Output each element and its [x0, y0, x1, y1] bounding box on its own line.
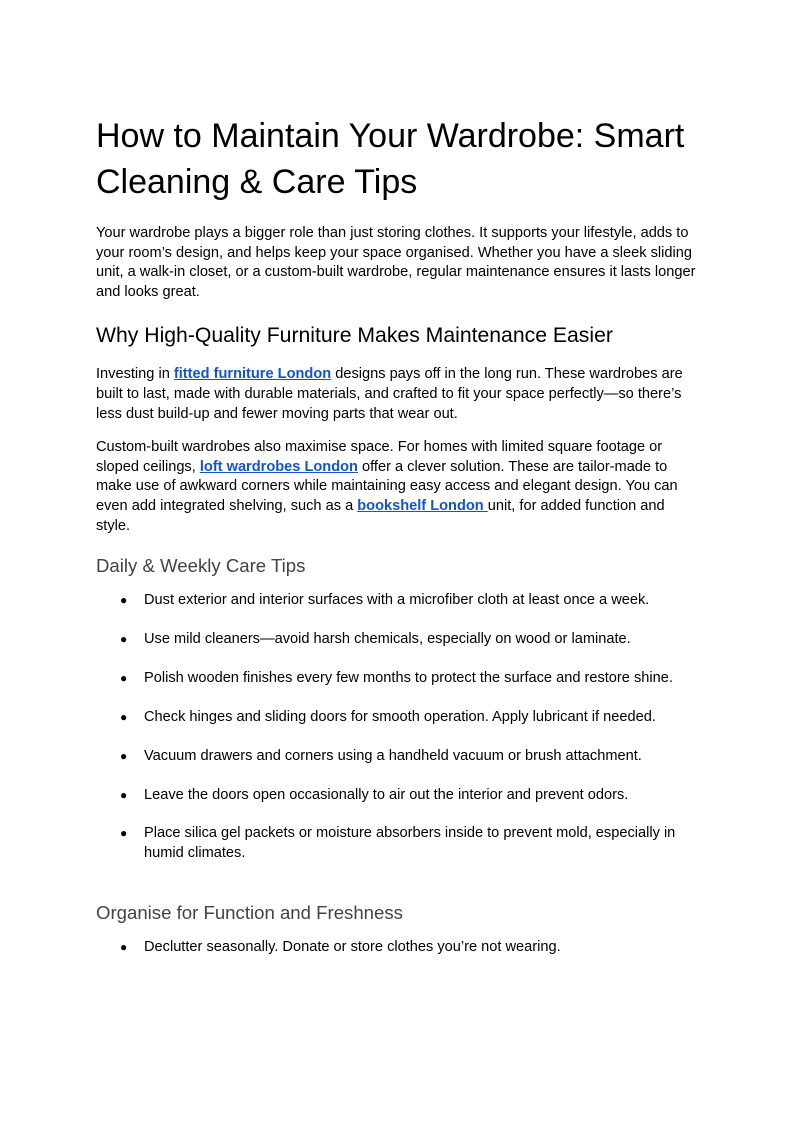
paragraph-text: offer a clever solution. These are tailor-made to make use of awkward corners while maintaining easy access and elegant design. You can even add integrated shelving, such as a — [96, 458, 678, 514]
bullet-icon: ● — [120, 632, 128, 647]
list-item-text: Dust exterior and interior surfaces with a microfiber cloth at least once a week. — [144, 592, 650, 609]
list-item-text: Check hinges and sliding doors for smooth operation. Apply lubricant if needed. — [144, 708, 656, 725]
bullet-icon: ● — [120, 826, 128, 841]
bullet-icon: ● — [120, 787, 128, 802]
list-item — [96, 786, 698, 806]
paragraph-text: designs pays off in the long run. These wardrobes are built to last, made with durable materials, and crafted to fit your space perfectly—so there’s less dust build-up and fewer moving parts that wear out. — [96, 366, 683, 422]
bullet-icon: ● — [120, 670, 128, 685]
list-item — [96, 747, 698, 767]
list-item — [96, 669, 698, 689]
link-bookshelf[interactable]: bookshelf London — [357, 497, 488, 514]
link-fitted-furniture[interactable]: fitted furniture London — [173, 366, 332, 383]
paragraph-text: unit, for added function and style. — [96, 497, 665, 534]
organise-list — [96, 938, 698, 958]
paragraph-custom-built — [96, 438, 698, 536]
paragraph-investing — [96, 365, 698, 424]
document-body — [96, 113, 698, 977]
section-heading-organise: Organise for Function and Freshness — [96, 901, 403, 923]
bullet-icon: ● — [120, 593, 128, 608]
list-item-text: Polish wooden finishes every few months to protect the surface and restore shine. — [144, 669, 673, 686]
list-item — [96, 708, 698, 728]
section-heading-quality: Why High-Quality Furniture Makes Maintenance Easier — [96, 324, 613, 348]
list-item — [96, 824, 698, 863]
list-item-text: Use mild cleaners—avoid harsh chemicals, especially on wood or laminate. — [144, 631, 631, 648]
paragraph-text: Investing in — [96, 366, 174, 383]
care-tips-list — [96, 591, 698, 864]
document-title: How to Maintain Your Wardrobe: Smart Cleaning & Care Tips — [96, 117, 685, 201]
list-item — [96, 591, 698, 611]
list-item-text: Vacuum drawers and corners using a handheld vacuum or brush attachment. — [144, 747, 642, 764]
bullet-icon: ● — [120, 709, 128, 724]
link-loft-wardrobes[interactable]: loft wardrobes London — [199, 458, 358, 475]
bullet-icon: ● — [120, 748, 128, 763]
list-item — [96, 938, 698, 958]
list-item-text: Place silica gel packets or moisture absorbers inside to prevent mold, especially in humid climates. — [144, 825, 676, 862]
list-item-text: Declutter seasonally. Donate or store clothes you’re not wearing. — [144, 938, 561, 955]
paragraph-text: Custom-built wardrobes also maximise space. For homes with limited square footage or sloped ceilings, — [96, 439, 663, 475]
intro-paragraph: Your wardrobe plays a bigger role than just storing clothes. It supports your lifestyle, adds to your room’s design, and helps keep your space organised. Whether you have a sleek sliding unit, a walk-in closet, or a custom-built wardrobe, regular maintenance ensures it lasts longer and looks great. — [96, 225, 696, 300]
bullet-icon: ● — [120, 939, 128, 954]
section-heading-care-tips: Daily & Weekly Care Tips — [96, 555, 306, 577]
list-item — [96, 630, 698, 650]
list-item-text: Leave the doors open occasionally to air out the interior and prevent odors. — [144, 786, 629, 803]
